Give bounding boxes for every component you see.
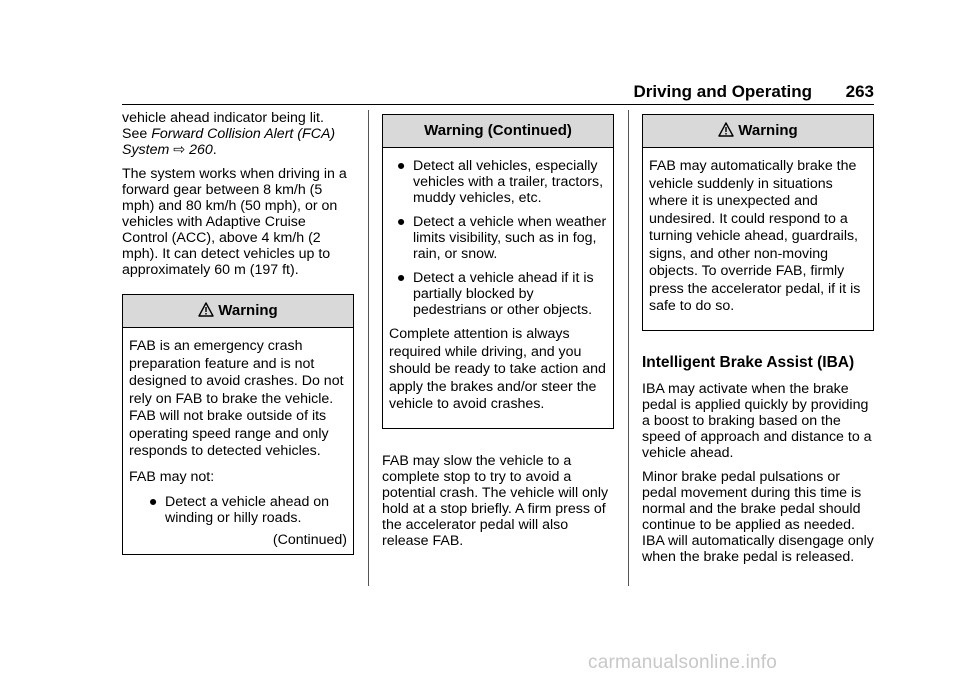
warning-triangle-icon xyxy=(198,302,214,317)
page-number: 263 xyxy=(845,82,874,101)
section-heading: Intelligent Brake Assist (IBA) xyxy=(642,353,855,371)
warning-text: Complete attention is always required while driving, and you should be ready to take action and apply the brakes and/or steer the vehicle to avoid crashes. xyxy=(389,326,606,412)
cross-reference-link[interactable]: Forward Collision Alert (FCA) System xyxy=(122,126,336,158)
warning-text: FAB is an emergency crash preparation feature and is not designed to avoid crashes. Do not rely on FAB to brake the vehicle. FAB will not brake outside of its operating speed range and only responds to detected vehicles. xyxy=(129,338,344,459)
paragraph: IBA may activate when the brake pedal is applied quickly by providing a boost to braking based on the speed of approach and distance to a vehicle ahead. xyxy=(642,380,872,461)
warning-header xyxy=(383,115,613,148)
paragraph: Minor brake pedal pulsations or pedal movement during this time is normal and the brake pedal should continue to be applied as needed. IBA will automatically disengage only when the brake pedal is released. xyxy=(642,468,874,565)
warning-box xyxy=(122,294,354,555)
warning-title: Warning xyxy=(218,302,278,319)
bullet-icon: ● xyxy=(148,494,158,510)
header-rule xyxy=(122,104,874,105)
warning-box xyxy=(642,114,874,331)
warning-text: FAB may not: xyxy=(129,468,215,485)
warning-title: Warning (Continued) xyxy=(424,122,572,139)
bullet-icon: ● xyxy=(396,158,406,174)
reference-page[interactable]: 260 xyxy=(189,142,213,158)
warning-title: Warning xyxy=(738,122,798,139)
page-header xyxy=(122,80,874,106)
column-divider xyxy=(368,110,369,586)
column-3 xyxy=(642,110,874,573)
list-item: ● Detect all vehicles, especially vehicles with a trailer, tractors, muddy vehicles, etc. xyxy=(389,158,607,206)
page-title: Driving and Operating xyxy=(633,82,812,101)
page-arrow-icon: ⇨ xyxy=(169,142,190,158)
list-item: ● Detect a vehicle ahead on winding or hilly roads. xyxy=(129,494,347,526)
bullet-icon: ● xyxy=(396,270,406,286)
column-1 xyxy=(122,110,354,555)
bullet-icon: ● xyxy=(396,214,406,230)
column-2 xyxy=(382,110,614,557)
column-divider xyxy=(628,110,629,586)
warning-header xyxy=(123,295,353,328)
continued-label: (Continued) xyxy=(272,532,347,548)
warning-triangle-icon xyxy=(718,122,734,137)
warning-text: FAB may automatically brake the vehicle suddenly in situations where it is unexpected and undesired. It could respond to a turning vehicle ahead, guardrails, signs, and other non-moving objects. To override FAB, firmly press the accelerator pedal, if it is safe to do so. xyxy=(649,158,861,314)
paragraph: The system works when driving in a forward gear between 8 km/h (5 mph) and 80 km/h (50 mph), or on vehicles with Adaptive Cruise Control (ACC), above 4 km/h (2 mph). It can detect vehicles up to approximately 60 m (197 ft). xyxy=(122,166,347,278)
warning-box xyxy=(382,114,614,429)
paragraph: vehicle ahead indicator being lit. See Forward Collision Alert (FCA) System ⇨ 260. xyxy=(122,110,336,158)
warning-header xyxy=(643,115,873,148)
watermark: carmanualsonline.info xyxy=(588,652,778,673)
list-item: ● Detect a vehicle when weather limits visibility, such as in fog, rain, or snow. xyxy=(389,214,607,262)
paragraph: FAB may slow the vehicle to a complete stop to try to avoid a potential crash. The vehicle will only hold at a stop briefly. A firm press of the accelerator pedal will also release FAB. xyxy=(382,452,609,549)
list-item: ● Detect a vehicle ahead if it is partially blocked by pedestrians or other objects. xyxy=(389,270,607,318)
